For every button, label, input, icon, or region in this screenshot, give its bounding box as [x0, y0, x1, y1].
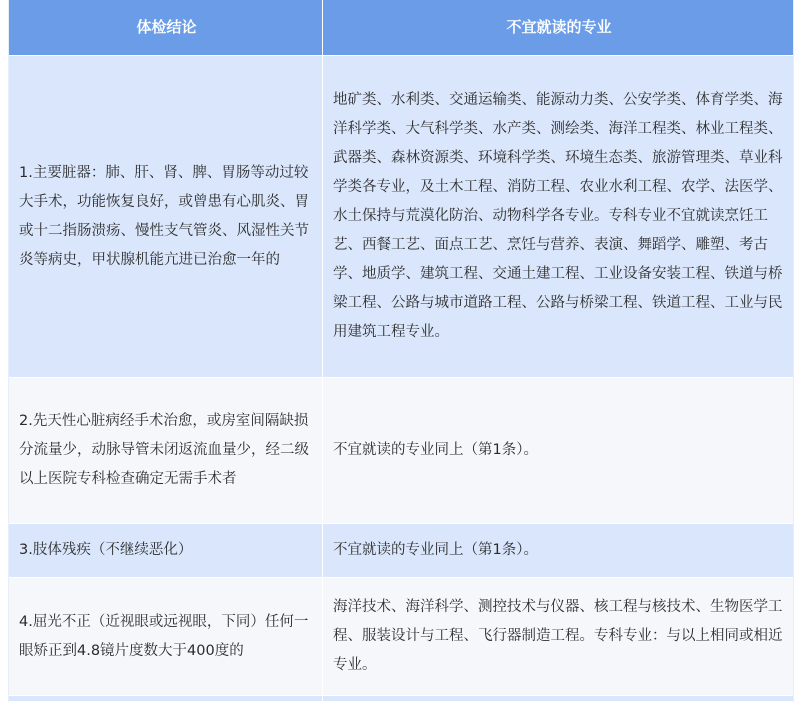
table-row-partial	[9, 696, 793, 702]
conclusion-cell	[9, 524, 322, 577]
majors-text: 不宜就读的专业同上（第1条）。	[333, 542, 538, 558]
table-row	[9, 578, 793, 696]
conclusion-text: 4.屈光不正（近视眼或远视眼，下同）任何一眼矫正到4.8镜片度数大于400度的	[19, 613, 309, 659]
majors-cell	[322, 696, 793, 701]
table-row	[9, 378, 793, 524]
majors-cell	[322, 524, 793, 577]
conclusion-text: 2.先天性心脏病经手术治愈，或房室间隔缺损分流量少，动脉导管未闭返流血量少，经二级以上医院专科检查确定无需手术者	[19, 413, 309, 487]
requirements-table	[8, 0, 794, 702]
table-row	[9, 524, 793, 578]
table-row	[9, 56, 793, 378]
majors-cell	[322, 56, 793, 377]
conclusion-cell	[9, 578, 322, 695]
header-majors: 不宜就读的专业	[322, 0, 793, 55]
header-conclusion: 体检结论	[136, 18, 197, 36]
conclusion-text: 1.主要脏器：肺、肝、肾、脾、胃肠等动过较大手术，功能恢复良好，或曾患有心肌炎、胃或十二指肠溃疡、慢性支气管炎、风湿性关节炎等病史，甲状腺机能亢进已治愈一年的	[19, 164, 309, 268]
conclusion-cell	[9, 378, 322, 523]
conclusion-text: 3.肢体残疾（不继续恶化）	[19, 542, 193, 558]
majors-text: 海洋技术、海洋科学、测控技术与仪器、核工程与核技术、生物医学工程、服装设计与工程、飞行器制造工程。专科专业：与以上相同或相近专业。	[333, 599, 783, 673]
majors-text: 地矿类、水利类、交通运输类、能源动力类、公安学类、体育学类、海洋科学类、大气科学类、水产类、测绘类、海洋工程类、林业工程类、武器类、森林资源类、环境科学类、环境生态类、旅游管理类、草业科学类各专业，及土木工程、消防工程、农业水利工程、农学、法医学、水土保持与荒漠化防治、动物科学各专业。专科专业不宜就读烹饪工艺、西餐工艺、面点工艺、烹饪与营养、表演、舞蹈学、雕塑、考古学、地质学、建筑工程、交通土建工程、工业设备安装工程、铁道与桥梁工程、公路与城市道路工程、公路与桥梁工程、铁道工程、工业与民用建筑工程专业。	[333, 92, 783, 340]
majors-text: 不宜就读的专业同上（第1条）。	[333, 442, 538, 458]
conclusion-cell	[9, 696, 322, 701]
table-header	[9, 0, 793, 56]
majors-cell	[322, 578, 793, 695]
majors-cell	[322, 378, 793, 523]
conclusion-cell	[9, 56, 322, 377]
